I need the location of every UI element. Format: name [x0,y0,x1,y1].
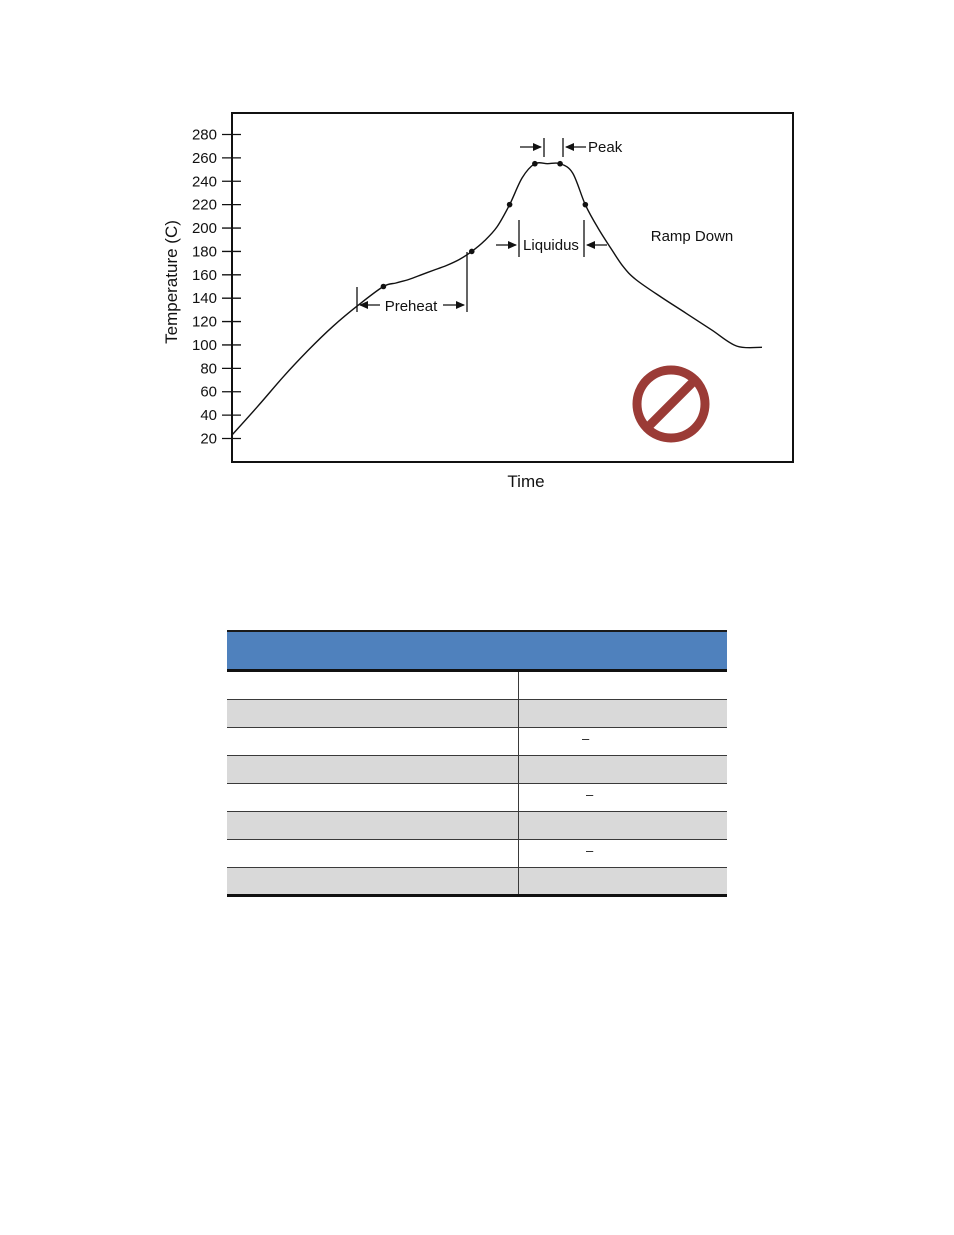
table-row [227,728,727,756]
spec-table [227,630,727,897]
curve-marker-point [507,202,513,208]
y-tick-label: 120 [191,313,217,331]
table-row [227,672,727,700]
y-tick-label: 60 [200,383,217,401]
table-cell-right [519,728,727,755]
table-row [227,700,727,728]
table-row [227,756,727,784]
reflow-profile-chart [0,0,954,500]
cell-value: – [586,787,594,802]
table-cell-left [227,784,519,811]
liquidus-label: Liquidus [523,237,579,254]
table-cell-left [227,728,519,755]
y-tick-label: 40 [200,407,217,425]
table-cell-right [519,756,727,783]
y-tick-label: 200 [191,220,217,238]
y-tick-label: 80 [200,360,217,378]
peak-label: Peak [588,139,623,156]
table-cell-left [227,868,519,894]
y-tick-label: 240 [191,173,217,191]
ramp-down-label: Ramp Down [650,228,734,245]
table-cell-left [227,672,519,699]
table-cell-right [519,700,727,727]
table-cell-right [519,784,727,811]
table-cell-right [519,672,727,699]
table-cell-right [519,840,727,867]
table-header [227,630,727,672]
table-cell-left [227,840,519,867]
x-axis-title: Time [507,472,545,491]
y-tick-label: 280 [191,126,217,144]
preheat-label: Preheat [384,298,438,315]
y-tick-label: 260 [191,149,217,167]
table-cell-left [227,756,519,783]
table-body [227,672,727,897]
table-row [227,812,727,840]
y-tick-label: 220 [191,196,217,214]
table-row [227,784,727,812]
curve-marker-point [381,284,387,290]
curve-marker-point [557,161,563,167]
y-tick-label: 180 [191,243,217,261]
y-tick-label: 100 [191,336,217,354]
curve-marker-point [469,249,475,255]
table-cell-left [227,812,519,839]
table-cell-left [227,700,519,727]
curve-marker-point [583,202,589,208]
table-row [227,868,727,897]
y-tick-label: 20 [200,430,217,448]
cell-value: – [582,731,590,746]
table-row [227,840,727,868]
table-cell-right [519,868,727,894]
y-tick-label: 160 [191,266,217,284]
y-tick-label: 140 [191,290,217,308]
curve-marker-point [532,161,538,167]
cell-value: – [586,843,594,858]
table-cell-right [519,812,727,839]
y-axis-title: Temperature (C) [162,220,181,344]
